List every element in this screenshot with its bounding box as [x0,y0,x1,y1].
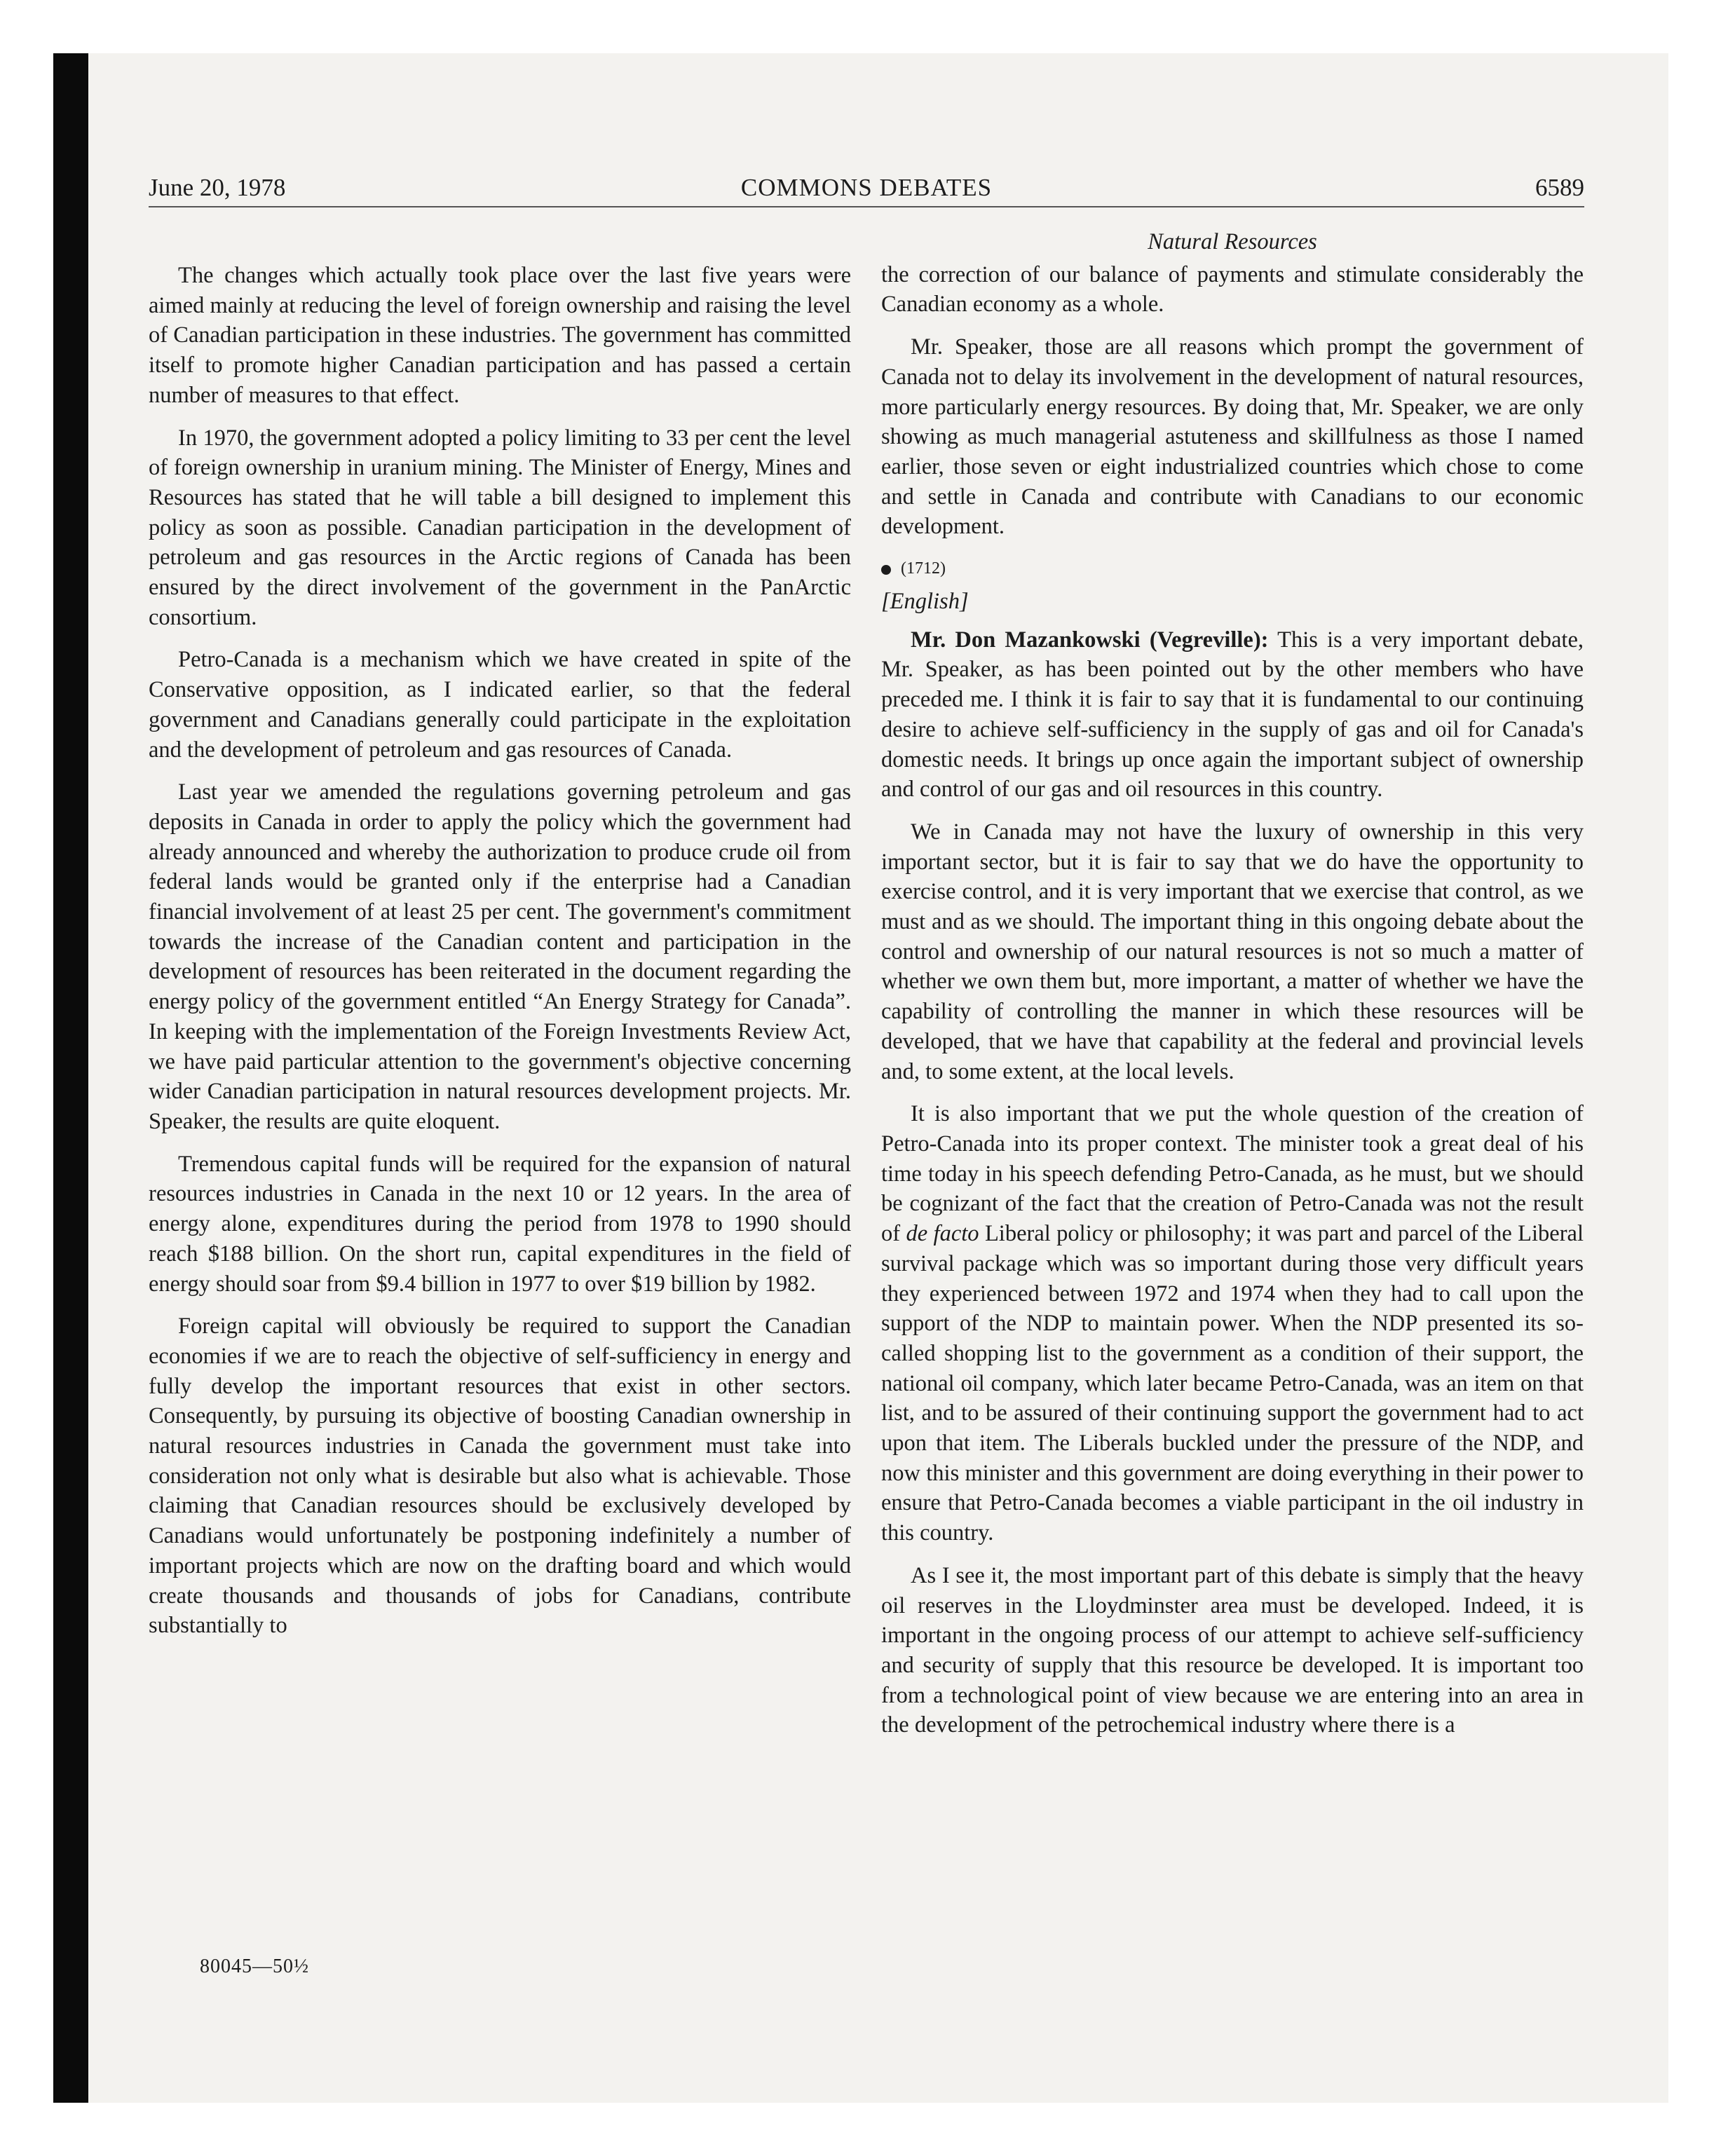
speaker-text: This is a very important debate, Mr. Speaker, as has been pointed out by the other members who have preceded me. I think it is fair to say that it is fundamental to our continuing desire to achieve self-sufficiency in the supply of gas and oil for Canada's domestic needs. It brings up once again the important subject of ownership and control of our gas and oil resources in this country. [881,627,1584,803]
paragraph-text: It is also important that we put the whole question of the creation of Petro-Canada into its proper context. The minister took a great deal of his time today in his speech defending Petro-Canada, as he must, but we should be cognizant of the fact that the creation of Petro-Canada was not the result of [881,1101,1584,1247]
speaker-paragraph [881,625,1584,805]
header-page-number: 6589 [1535,174,1584,201]
bullet-icon [881,565,891,575]
paragraph [881,1099,1584,1548]
left-column [149,261,851,1653]
paragraph: Mr. Speaker, those are all reasons which prompt the government of Canada not to delay its involvement in the development of natural resources, more particularly energy resources. By doing that, Mr. Speaker, we are only showing as much managerial astuteness and skillfulness as those I named earlier, those seven or eight industrialized countries which chose to come and settle in Canada and contribute with Canadians to our economic development. [881,334,1584,540]
paragraph-text: Liberal policy or philosophy; it was part and parcel of the Liberal survival package which was so important during those very difficult years they experienced between 1972 and 1974 when they had to call upon the support of the NDP to maintain power. When the NDP presented its so-called shopping list to the government as a condition of their support, the national oil company, which later became Petro-Canada, was an item on that list, and to be assured of their continuing support the government had to act upon that item. The Liberals buckled under the pressure of the NDP, and now this minister and this government are doing everything in their power to ensure that Petro-Canada becomes a viable participant in the oil industry in this country. [881,1221,1584,1546]
paragraph: Petro-Canada is a mechanism which we have created in spite of the Conservative opposition, as I indicated earlier, so that the federal government and Canadians generally could participate in the exploitation and the development of petroleum and gas resources of Canada. [149,647,851,763]
paragraph: In 1970, the government adopted a policy limiting to 33 per cent the level of foreign ownership in uranium mining. The Minister of Energy, Mines and Resources has stated that he will table a bill designed to implement this policy as soon as possible. Canadian participation in the development of petroleum and gas resources in the Arctic regions of Canada has been ensured by the direct involvement of the government in the PanArctic consortium. [149,425,851,630]
italic-phrase: de facto [906,1221,979,1247]
time-marker-text: (1712) [901,559,946,578]
paragraph: The changes which actually took place over the last five years were aimed mainly at reducing the level of foreign ownership and raising the level of Canadian participation in these industries. The government has committed itself to promote higher Canadian participation and has passed a certain number of measures to that effect. [149,263,851,408]
paragraph: Last year we amended the regulations governing petroleum and gas deposits in Canada in order to apply the policy which the government had already announced and whereby the authorization to produce crude oil from federal lands would be granted only if the enterprise had a Canadian financial involvement of at least 25 per cent. The government's commitment towards the increase of the Canadian content and participation in the development of resources has been reiterated in the document regarding the energy policy of the government entitled “An Energy Strategy for Canada”. In keeping with the implementation of the Foreign Investments Review Act, we have paid particular attention to the government's objective concerning wider Canadian participation in natural resources development projects. Mr. Speaker, the results are quite eloquent. [149,779,851,1134]
section-title: Natural Resources [1148,229,1317,254]
paragraph: Tremendous capital funds will be required for the expansion of natural resources industries in Canada in the next 10 or 12 years. In the area of energy alone, expenditures during the period from 1978 to 1990 should reach $188 billion. On the short run, capital expenditures in the field of energy should soar from $9.4 billion in 1977 to over $19 billion by 1982. [149,1151,851,1297]
header-date: June 20, 1978 [149,174,286,201]
running-header [149,170,1584,207]
paragraph: We in Canada may not have the luxury of ownership in this very important sector, but it is fair to say that we do have the opportunity to exercise control, and it is very important that we exercise that control, as we must and as we should. The important thing in this ongoing debate about the control and ownership of our natural resources is not so much a matter of whether we own them but, more important, a matter of whether we have the capability of controlling the manner in which these resources will be developed, that we have that capability at the federal and provincial levels and, to some extent, at the local levels. [881,819,1584,1084]
footer-code: 80045—50½ [200,1956,309,1977]
binding-edge [53,53,88,2103]
paragraph-continuation: the correction of our balance of payments and stimulate considerably the Canadian economy as a whole. [881,261,1584,318]
right-column [881,227,1584,1753]
paragraph: Foreign capital will obviously be required to support the Canadian economies if we are to reach the objective of self-sufficiency in energy and fully develop the important resources that exist in other sectors. Consequently, by pursuing its objective of boosting Canadian ownership in natural resources industries in Canada the government must take into consideration not only what is desirable but also what is achievable. Those claiming that Canadian resources should be exclusively developed by Canadians would unfortunately be postponing indefinitely a number of important projects which are now on the drafting board and which would create thousands and thousands of jobs for Canadians, contribute substantially to [149,1314,851,1639]
time-marker [881,554,1584,582]
paragraph: As I see it, the most important part of this debate is simply that the heavy oil reserves in the Lloydminster area must be developed. Indeed, it is important in the ongoing process of our attempt to achieve self-sufficiency and security of supply that this resource be developed. It is important too from a technological point of view because we are entering into an area in the development of the petrochemical industry where there is a [881,1562,1584,1738]
header-title: COMMONS DEBATES [740,174,993,201]
speaker-name: Mr. Don Mazankowski (Vegreville): [911,627,1269,653]
language-tag: [English] [881,589,969,615]
